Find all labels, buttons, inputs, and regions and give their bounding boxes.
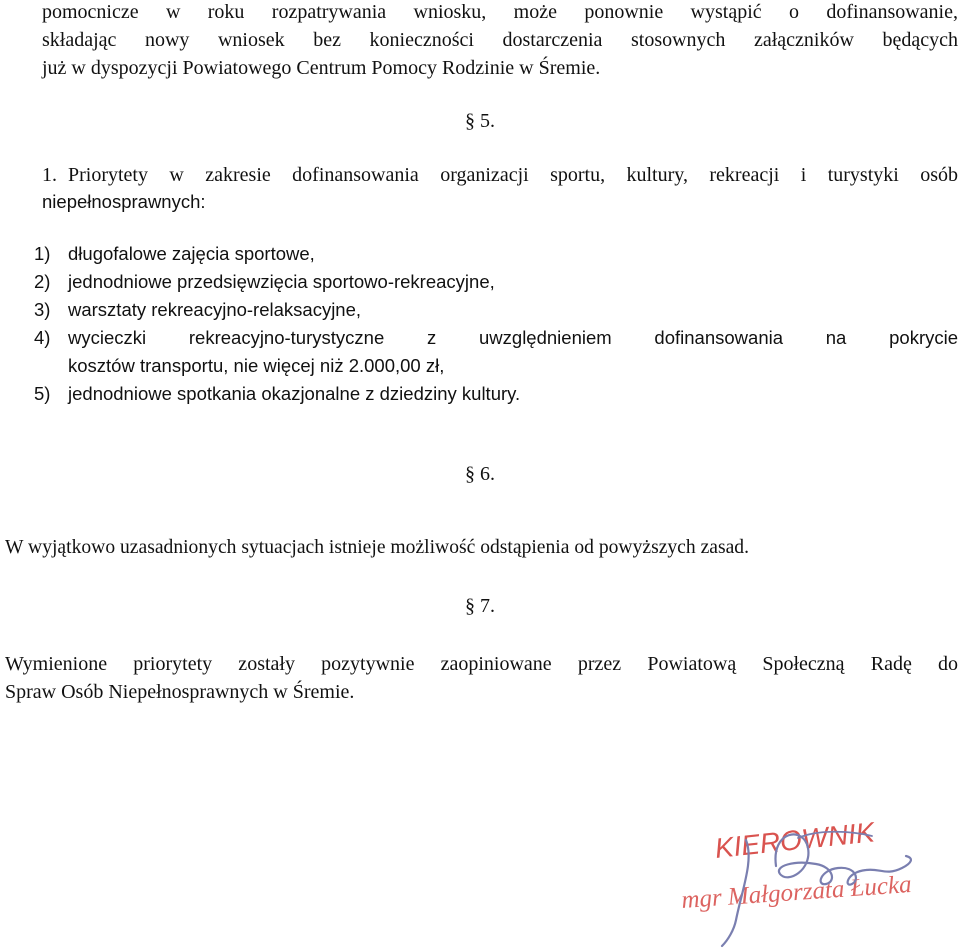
section-5-point-text-cont: niepełnosprawnych: <box>42 191 206 212</box>
signature-stamp <box>676 800 960 949</box>
list-item-text: wycieczki rekreacyjno-turystyczne z uwzględnieniem dofinansowania na pokrycie <box>68 327 958 348</box>
list-item-number: 2) <box>34 271 51 292</box>
list-item-text: jednodniowe spotkania okazjonalne z dziedziny kultury. <box>68 383 521 404</box>
section-5-heading: § 5. <box>465 110 495 132</box>
intro-line-1: pomocnicze w roku rozpatrywania wniosku, może ponownie wystąpić o dofinansowanie, <box>42 1 958 23</box>
list-item <box>34 326 958 378</box>
list-item-number: 5) <box>34 383 51 404</box>
list-item-number: 1) <box>34 243 51 264</box>
section-6-text: W wyjątkowo uzasadnionych sytuacjach istnieje możliwość odstąpienia od powyższych zasad. <box>5 537 749 558</box>
list-item-text: długofalowe zajęcia sportowe, <box>68 243 315 264</box>
intro-line-2: składając nowy wniosek bez konieczności dostarczenia stosownych załączników będących <box>42 29 958 51</box>
list-item-text: warsztaty rekreacyjno-relaksacyjne, <box>68 299 362 320</box>
section-5-point-number: 1. <box>42 164 57 186</box>
section-7-line-1: Wymienione priorytety zostały pozytywnie zaopiniowane przez Powiatową Społeczną Radę do <box>5 653 958 675</box>
intro-line-3: już w dyspozycji Powiatowego Centrum Pomocy Rodzinie w Śremie. <box>42 57 601 79</box>
stamp-name: mgr Małgorzata Łucka <box>680 870 913 914</box>
list-item-number: 3) <box>34 299 51 320</box>
section-6-heading: § 6. <box>465 463 495 485</box>
list-item <box>34 270 958 294</box>
list-item-text-cont: kosztów transportu, nie więcej niż 2.000,00 zł, <box>68 355 445 376</box>
section-5-point-text: Priorytety w zakresie dofinansowania organizacji sportu, kultury, rekreacji i turystyki osób <box>68 164 958 186</box>
section-7-line-2: Spraw Osób Niepełnosprawnych w Śremie. <box>5 681 355 703</box>
list-item-number: 4) <box>34 327 51 348</box>
list-item <box>34 382 958 406</box>
list-item <box>34 298 958 322</box>
list-item-text: jednodniowe przedsięwzięcia sportowo-rekreacyjne, <box>68 271 495 292</box>
list-item <box>34 242 958 266</box>
stamp-title: KIEROWNIK <box>713 816 876 864</box>
section-7-heading: § 7. <box>465 595 495 617</box>
